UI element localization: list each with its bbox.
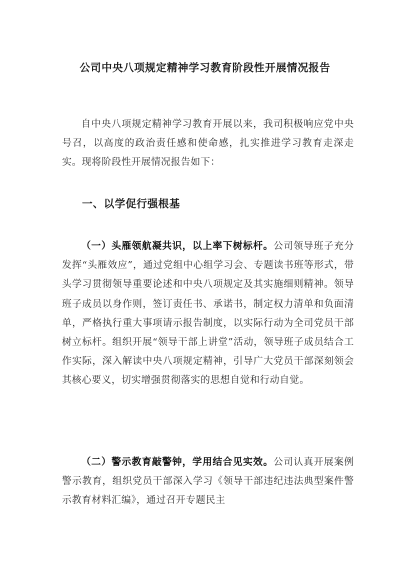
item-one-heading: （一）头雁领航凝共识，以上率下树标杆。 xyxy=(81,241,274,252)
item-one-paragraph xyxy=(62,237,354,391)
item-two-body: 公司认真开展案例警示教育，组织党员干部深入学习《领导干部违纪违法典型案件警示教育材料汇编》，通过召开专题民主 xyxy=(62,457,355,507)
intro-paragraph: 自中央八项规定精神学习教育开展以来，我司积极响应党中央号召，以高度的政治责任感和使命感，扎实推进学习教育走深走实。现将阶段性开展情况报告如下： xyxy=(62,119,354,169)
item-two-heading: （二）警示教育敲警钟，学用结合见实效。 xyxy=(81,457,274,468)
item-one-body: 公司领导班子充分发挥“头雁效应”，通过党组中心组学习会、专题读书班等形式，带头学习贯彻领导重要论述和中央八项规定及其实施细则精神。领导班子成员以身作则，签订责任书、承诺书，制定权力清单和负面清单，严格执行重大事项请示报告制度，以实际行动为全司党员干部树立标杆。组织开展“领导干部上讲堂”活动，领导班子成员结合工作实际，深入解读中央八项规定精神，引导广大党员干部深刻领会其核心要义，切实增强贯彻落实的思想自觉和行动自觉。 xyxy=(62,241,355,387)
section-heading: 一、以学促行强根基 xyxy=(82,198,181,210)
item-two-paragraph xyxy=(62,453,354,511)
document-title: 公司中央八项规定精神学习教育阶段性开展情况报告 xyxy=(79,62,331,74)
